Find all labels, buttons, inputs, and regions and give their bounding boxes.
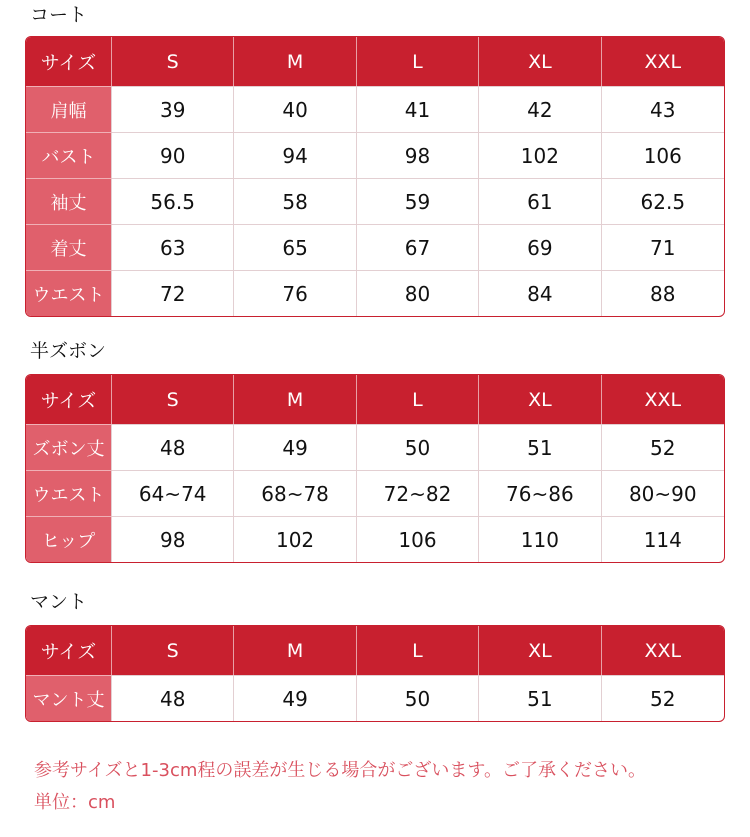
table-row — [26, 424, 724, 470]
table-row — [26, 516, 724, 562]
table-row — [26, 270, 724, 316]
value-cell: 51 — [479, 424, 601, 470]
value-cell: 72 — [112, 270, 234, 316]
value-cell: 80 — [357, 270, 479, 316]
value-cell: 90 — [112, 132, 234, 178]
value-cell: 102 — [479, 132, 601, 178]
header-row — [26, 626, 724, 675]
row-label: バスト — [26, 132, 112, 178]
value-cell: 68~78 — [234, 470, 356, 516]
table-row — [26, 675, 724, 721]
header-cell: サイズ — [26, 37, 112, 86]
header-cell: S — [112, 626, 234, 675]
header-cell: S — [112, 375, 234, 424]
value-cell: 50 — [357, 424, 479, 470]
value-cell: 39 — [112, 86, 234, 132]
header-cell: S — [112, 37, 234, 86]
header-cell: M — [234, 37, 356, 86]
header-cell: XXL — [602, 626, 724, 675]
value-cell: 76~86 — [479, 470, 601, 516]
value-cell: 40 — [234, 86, 356, 132]
value-cell: 43 — [602, 86, 724, 132]
value-cell: 72~82 — [357, 470, 479, 516]
value-cell: 42 — [479, 86, 601, 132]
value-cell: 88 — [602, 270, 724, 316]
header-cell: L — [357, 626, 479, 675]
value-cell: 106 — [602, 132, 724, 178]
value-cell: 63 — [112, 224, 234, 270]
value-cell: 41 — [357, 86, 479, 132]
row-label: ズボン丈 — [26, 424, 112, 470]
value-cell: 56.5 — [112, 178, 234, 224]
disclaimer-note: 参考サイズと1-3cm程の誤差が生じる場合がございます。ご了承ください。 — [34, 760, 646, 781]
value-cell: 61 — [479, 178, 601, 224]
value-cell: 48 — [112, 424, 234, 470]
value-cell: 59 — [357, 178, 479, 224]
header-row — [26, 375, 724, 424]
value-cell: 51 — [479, 675, 601, 721]
value-cell: 102 — [234, 516, 356, 562]
table-title: 半ズボン — [30, 340, 107, 362]
value-cell: 49 — [234, 424, 356, 470]
size-table — [25, 625, 725, 722]
value-cell: 106 — [357, 516, 479, 562]
value-cell: 80~90 — [602, 470, 724, 516]
value-cell: 71 — [602, 224, 724, 270]
header-cell: XXL — [602, 37, 724, 86]
table-title: マント — [30, 591, 88, 613]
header-cell: M — [234, 626, 356, 675]
row-label: ウエスト — [26, 470, 112, 516]
row-label: 袖丈 — [26, 178, 112, 224]
value-cell: 98 — [112, 516, 234, 562]
table-row — [26, 470, 724, 516]
header-cell: XL — [479, 37, 601, 86]
value-cell: 94 — [234, 132, 356, 178]
row-label: ヒップ — [26, 516, 112, 562]
table-row — [26, 178, 724, 224]
size-table — [25, 36, 725, 317]
row-label: 着丈 — [26, 224, 112, 270]
table-row — [26, 132, 724, 178]
table-row — [26, 86, 724, 132]
table-title: コート — [30, 4, 88, 26]
value-cell: 67 — [357, 224, 479, 270]
header-cell: サイズ — [26, 626, 112, 675]
value-cell: 69 — [479, 224, 601, 270]
header-cell: L — [357, 375, 479, 424]
value-cell: 64~74 — [112, 470, 234, 516]
value-cell: 58 — [234, 178, 356, 224]
header-cell: XL — [479, 626, 601, 675]
row-label: ウエスト — [26, 270, 112, 316]
size-table — [25, 374, 725, 563]
value-cell: 98 — [357, 132, 479, 178]
value-cell: 50 — [357, 675, 479, 721]
value-cell: 65 — [234, 224, 356, 270]
row-label: 肩幅 — [26, 86, 112, 132]
header-cell: M — [234, 375, 356, 424]
header-cell: L — [357, 37, 479, 86]
value-cell: 76 — [234, 270, 356, 316]
header-row — [26, 37, 724, 86]
header-cell: XXL — [602, 375, 724, 424]
value-cell: 52 — [602, 424, 724, 470]
header-cell: XL — [479, 375, 601, 424]
value-cell: 114 — [602, 516, 724, 562]
value-cell: 110 — [479, 516, 601, 562]
value-cell: 49 — [234, 675, 356, 721]
value-cell: 48 — [112, 675, 234, 721]
header-cell: サイズ — [26, 375, 112, 424]
value-cell: 62.5 — [602, 178, 724, 224]
value-cell: 84 — [479, 270, 601, 316]
value-cell: 52 — [602, 675, 724, 721]
unit-note: 単位：cm — [34, 792, 116, 813]
table-row — [26, 224, 724, 270]
row-label: マント丈 — [26, 675, 112, 721]
